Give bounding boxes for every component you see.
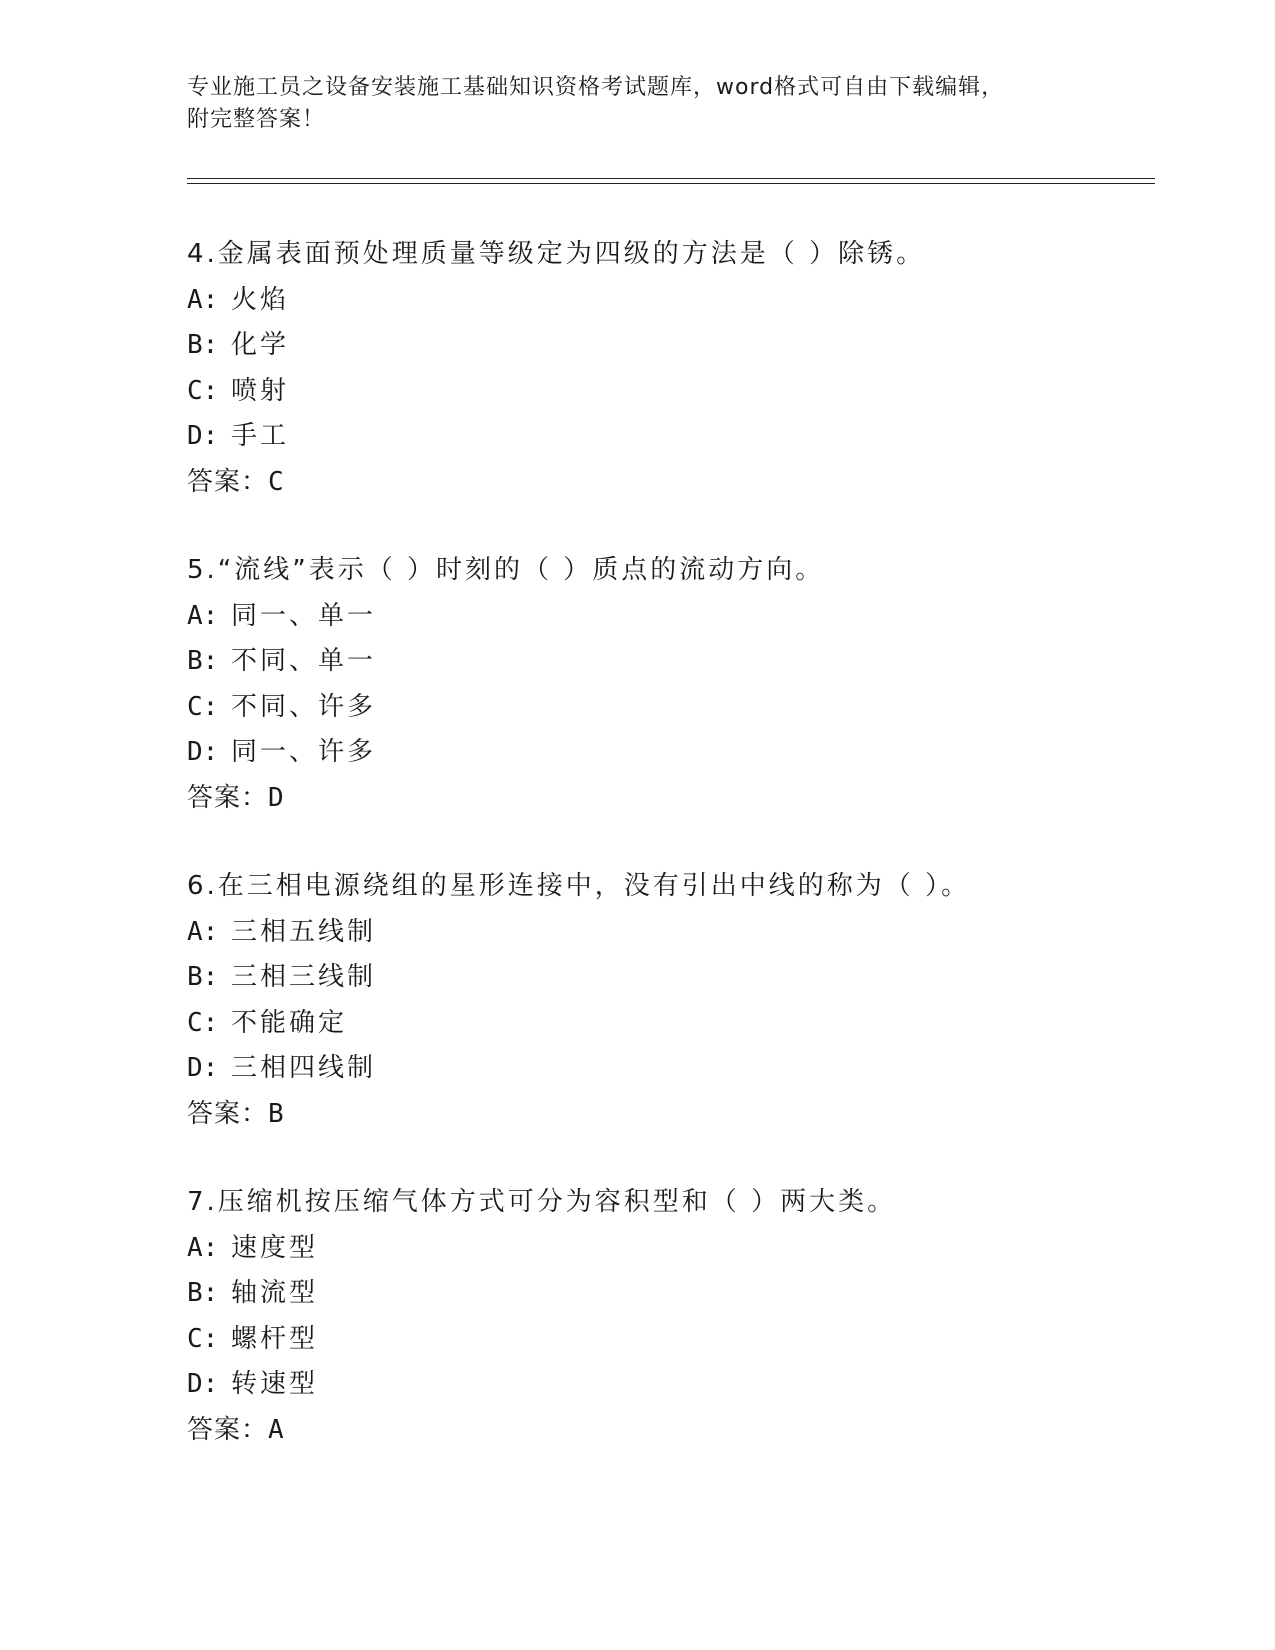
option-letter: C: <box>187 1007 219 1038</box>
option-letter: B: <box>187 962 219 992</box>
option-c <box>187 1317 1155 1363</box>
answer-label: 答案： <box>187 1098 269 1129</box>
option-b <box>187 955 1155 1001</box>
option-text: 三相五线制 <box>231 916 377 947</box>
question-stem: 4.金属表面预处理质量等级定为四级的方法是（ ）除锈。 <box>187 239 926 269</box>
option-d <box>187 730 1155 776</box>
answer-line <box>187 776 1155 822</box>
option-text: 三相四线制 <box>231 1053 377 1083</box>
option-text: 化学 <box>231 330 290 360</box>
answer-line <box>187 460 1155 506</box>
option-text: 火焰 <box>231 284 290 315</box>
question-item <box>187 548 1155 821</box>
question-stem: 7.压缩机按压缩气体方式可分为容积型和（ ）两大类。 <box>187 1187 897 1217</box>
option-text: 不同、许多 <box>231 691 377 722</box>
question-stem: 6.在三相电源绕组的星形连接中，没有引出中线的称为（ ）。 <box>187 871 971 901</box>
option-letter: D: <box>187 1053 219 1083</box>
question-stem: 5.“流线”表示（ ）时刻的（ ）质点的流动方向。 <box>187 555 825 585</box>
option-letter: B: <box>187 1278 219 1308</box>
option-text: 轴流型 <box>231 1278 319 1308</box>
document-header <box>187 72 1067 136</box>
answer-line <box>187 1092 1155 1138</box>
answer-label: 答案： <box>187 1414 269 1445</box>
option-b <box>187 1271 1155 1317</box>
option-c <box>187 369 1155 415</box>
option-b <box>187 323 1155 369</box>
option-text: 不同、单一 <box>231 646 377 676</box>
option-text: 喷射 <box>231 375 290 406</box>
option-d <box>187 414 1155 460</box>
option-letter: A: <box>187 284 219 315</box>
answer-value: D <box>268 782 285 813</box>
option-d <box>187 1362 1155 1408</box>
option-letter: A: <box>187 916 219 947</box>
header-divider-bottom <box>187 183 1155 184</box>
question-item <box>187 864 1155 1137</box>
header-line-1: 专业施工员之设备安装施工基础知识资格考试题库，word格式可自由下载编辑， <box>187 75 1005 100</box>
answer-value: C <box>268 466 285 497</box>
option-c <box>187 685 1155 731</box>
option-a <box>187 278 1155 324</box>
option-letter: C: <box>187 375 219 406</box>
header-divider-top <box>187 178 1155 179</box>
question-item <box>187 1180 1155 1453</box>
option-letter: D: <box>187 421 219 451</box>
option-letter: B: <box>187 646 219 676</box>
option-a <box>187 1226 1155 1272</box>
option-d <box>187 1046 1155 1092</box>
answer-label: 答案： <box>187 782 269 813</box>
question-list <box>187 232 1155 1496</box>
answer-value: B <box>268 1098 285 1129</box>
answer-value: A <box>268 1414 285 1445</box>
option-letter: C: <box>187 1323 219 1354</box>
option-letter: A: <box>187 600 219 631</box>
option-text: 同一、单一 <box>231 600 377 631</box>
option-text: 三相三线制 <box>231 962 377 992</box>
option-a <box>187 910 1155 956</box>
question-item <box>187 232 1155 505</box>
option-b <box>187 639 1155 685</box>
header-line-2: 附完整答案！ <box>187 107 326 132</box>
option-letter: A: <box>187 1232 219 1263</box>
answer-line <box>187 1408 1155 1454</box>
option-text: 速度型 <box>231 1232 319 1263</box>
option-text: 不能确定 <box>231 1007 348 1038</box>
option-text: 转速型 <box>231 1369 319 1399</box>
option-letter: D: <box>187 1369 219 1399</box>
option-c <box>187 1001 1155 1047</box>
answer-label: 答案： <box>187 466 269 497</box>
option-letter: B: <box>187 330 219 360</box>
option-text: 同一、许多 <box>231 737 377 767</box>
option-text: 螺杆型 <box>231 1323 319 1354</box>
option-letter: C: <box>187 691 219 722</box>
option-text: 手工 <box>231 421 290 451</box>
option-letter: D: <box>187 737 219 767</box>
option-a <box>187 594 1155 640</box>
